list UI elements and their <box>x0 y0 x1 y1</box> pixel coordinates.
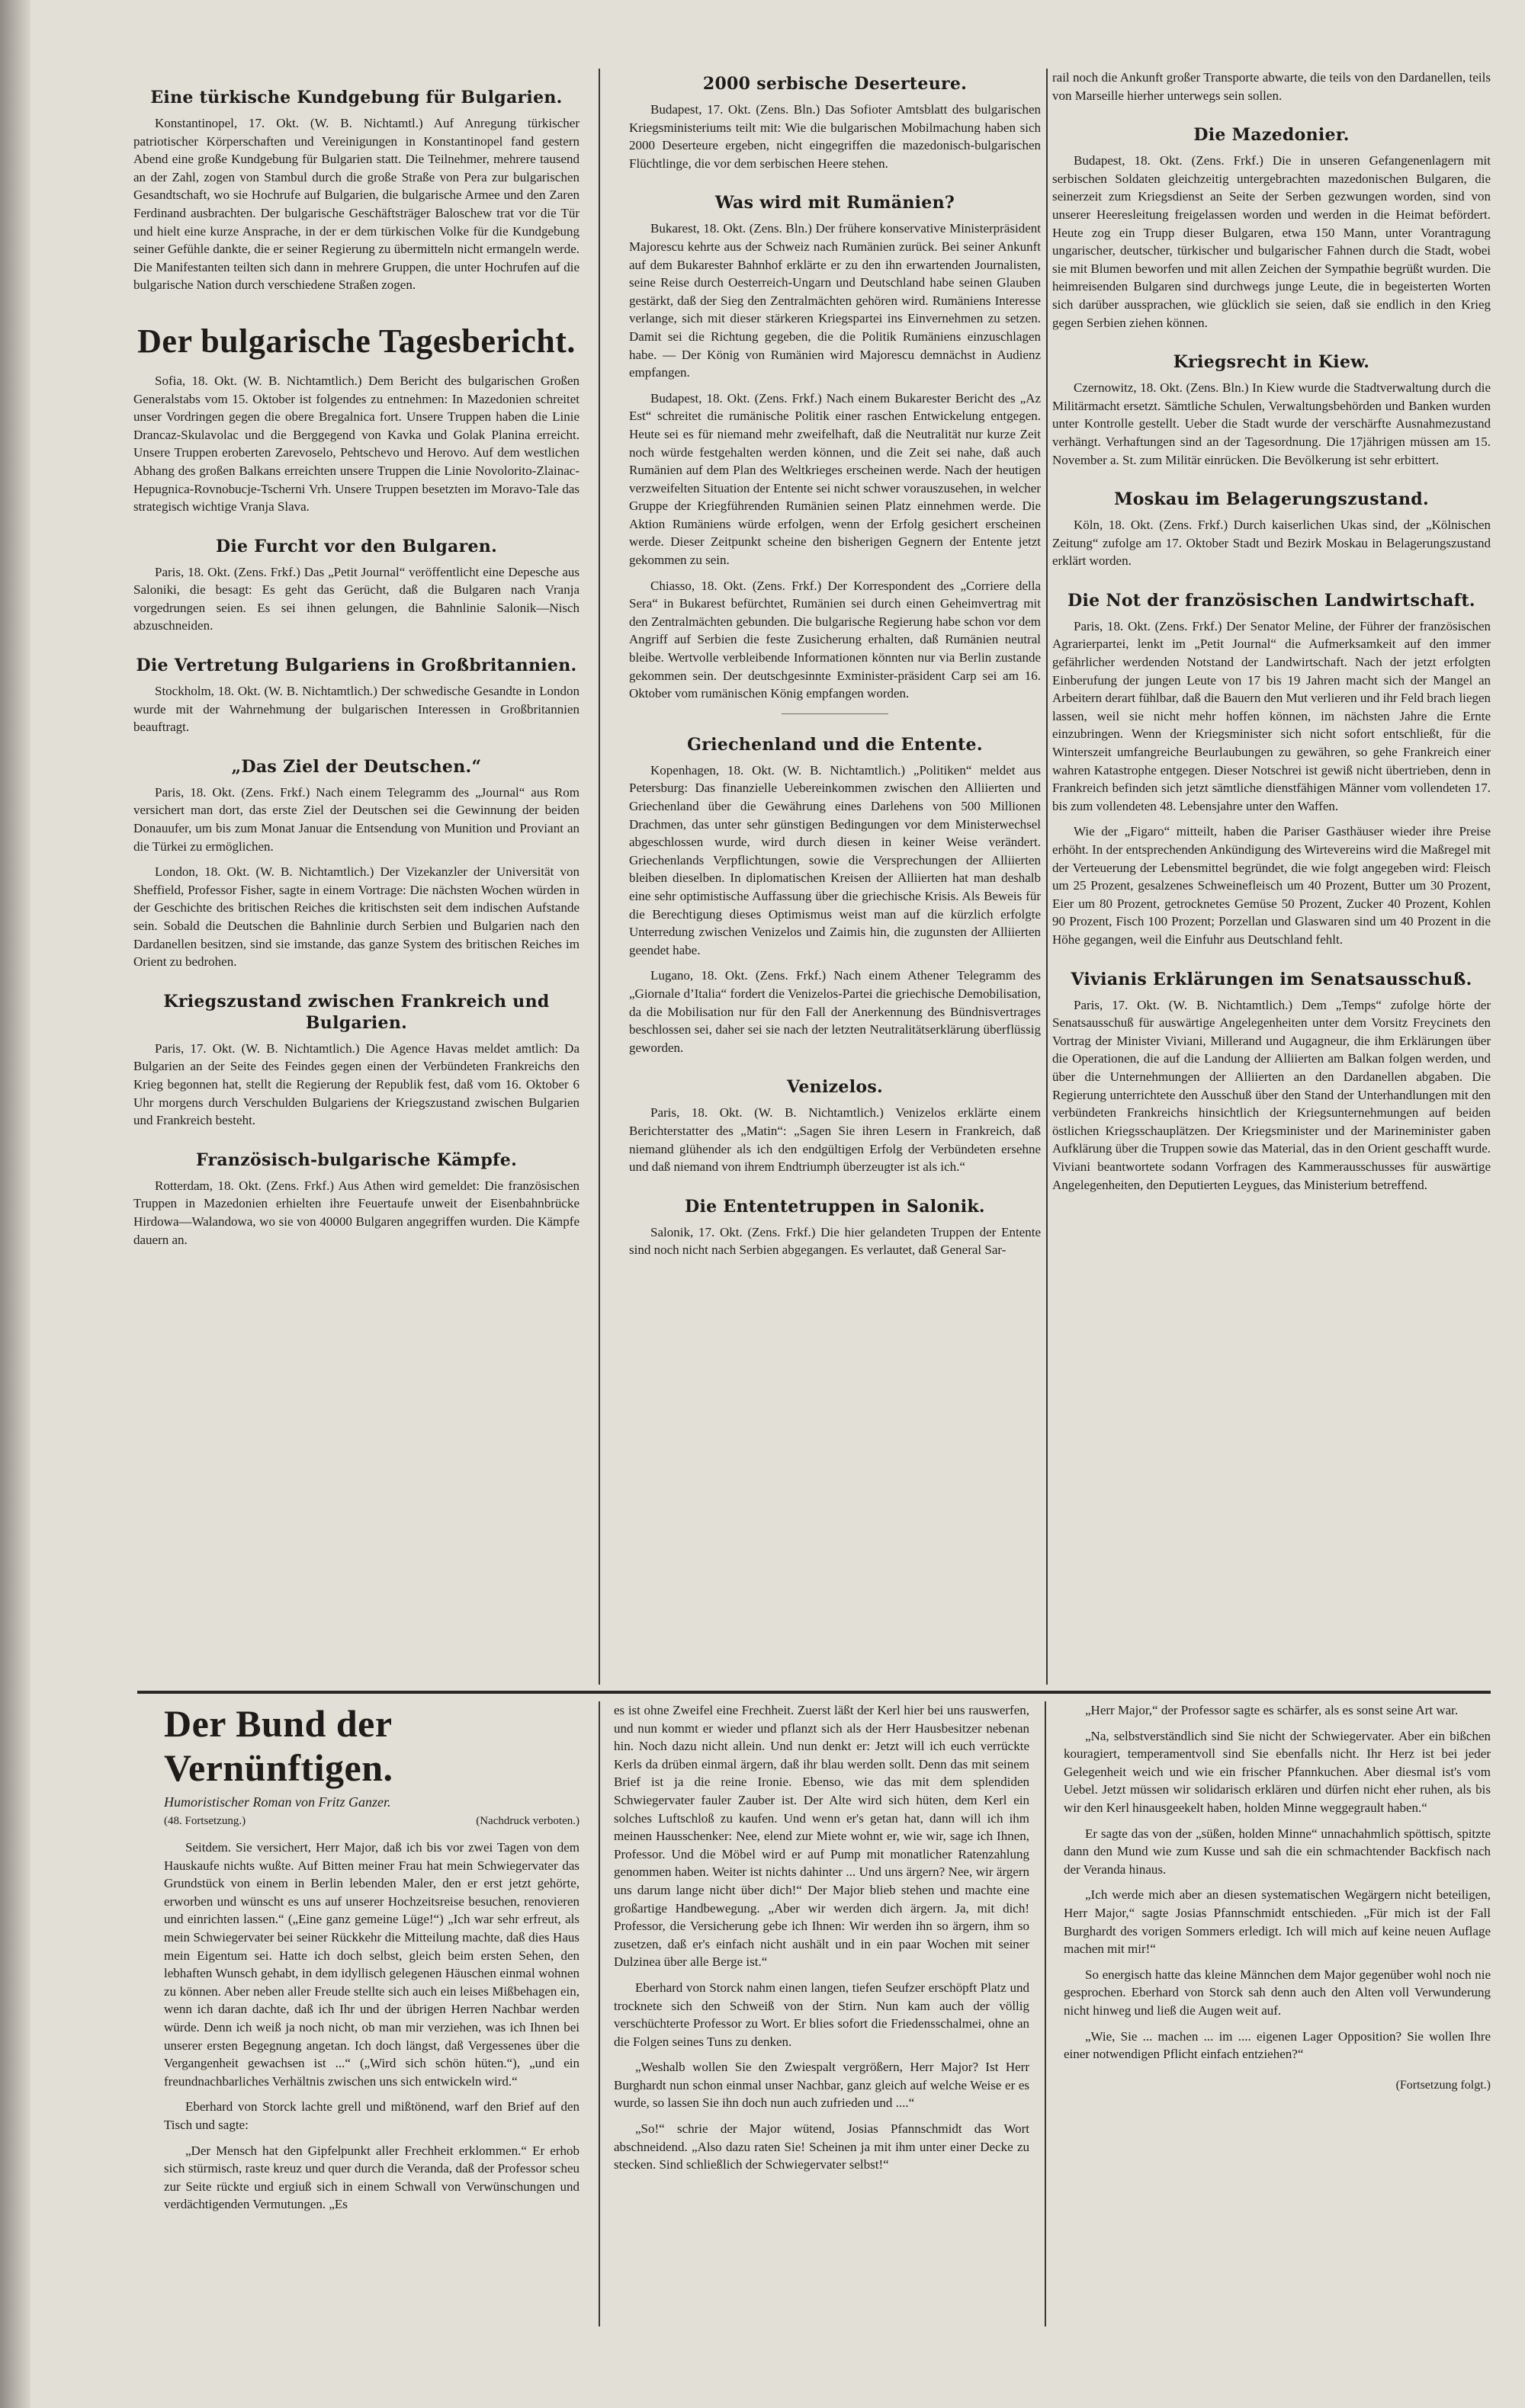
news-column-3 <box>1052 69 1491 1688</box>
column-rule <box>1046 69 1048 1685</box>
serial-paragraph: Eberhard von Storck nahm einen langen, tiefen Seufzer erschöpft Platz und trocknete sich den Schweiß von der Stirn. Nun kam auch der völlig verschüchterte Professor zu Wort. Er blies sofort die Friedensschalmei, ohne an die Folgen seines Tuns zu denken. <box>614 1980 1029 2049</box>
serial-paragraph: „Na, selbstverständlich sind Sie nicht der Schwiegervater. Aber ein bißchen kouragiert, temperamentvoll sind Sie ebenfalls nicht. Ihr Herz ist bei jeder Gelegenheit weich und wie ein frischer Pfannkuchen. Aber diesmal ist's vom Uebel. Jetzt müssen wir solidarisch erklären und dürfen nicht eher ruhen, als bis wir den Kerl hinausgeekelt haben, holden Minne weggegrault haben.“ <box>1064 1728 1491 1815</box>
to-be-continued: (Fortsetzung folgt.) <box>1395 2078 1491 2092</box>
article-heading: Die Not der französischen Landwirtschaft. <box>1068 590 1475 611</box>
feuilleton-divider <box>137 1691 1491 1694</box>
article-heading: Griechenland und die Entente. <box>687 734 983 755</box>
serial-subtitle: Humoristischer Roman von Fritz Ganzer. <box>164 1794 391 1810</box>
article-paragraph: Rotterdam, 18. Okt. (Zens. Frkf.) Aus Athen wird gemeldet: Die französischen Truppen in Mazedonien erhielten ihre Feuertaufe unweit der Eisenbahnbrücke Hirdowa—Walandowa, wo sie von 40000 Bulgaren angegriffen wurden. Die Kämpfe dauern an. <box>133 1178 580 1247</box>
column-rule <box>599 1701 600 2326</box>
article-paragraph: Budapest, 18. Okt. (Zens. Frkf.) Die in unseren Gefangenenlagern mit serbischen Soldaten gleichzeitig untergebrachten mazedonischen Bulgaren, die seinerzeit zum Kriegsdienst an Seite der Serben gezwungen worden, sind von unserer Heeresleitung freigelassen worden und werden in die Heimat befördert. Heute zog ein Trupp dieser Bulgaren, etwa 150 Mann, unter Vorantragung ungarischer, deutscher, türkischer und bulgarischer Fahnen durch die Stadt, wobei sie mit Blumen beworfen und mit allen Zeichen der Sympathie begrüßt wurden. Die heimreisenden Bulgaren sind durchwegs junge Leute, die in begeisterten Worten sich darüber aussprachen, wie glücklich sie seien, daß sie endlich in den Krieg gegen Serbien ziehen können. <box>1052 153 1491 330</box>
feuilleton-column-c <box>1064 1701 1491 2326</box>
article-heading: Kriegszustand zwischen Frankreich und Bulgarien. <box>163 991 550 1033</box>
serial-meta <box>164 1815 580 1828</box>
serial-paragraph: es ist ohne Zweifel eine Frechheit. Zuerst läßt der Kerl hier bei uns rauswerfen, und nun kommt er wieder und pflanzt sich als der Herr Hausbesitzer nebenan hin. Noch dazu nicht allein. Und nun denkt er: Jetzt will ich euch verrückte Kerls da drüben einmal ärgern, daß ihr blau werden sollt. Denn das mit seinem Brief ist ja die reine Ironie. Ebenso, wie das mit dem splendiden Schwiegervater fauler Zauber ist. Der Alte wird sich hüten, dem Kerl ein solches Luftschloß zu kaufen. Und wenn er's getan hat, dann will ich ihm meinen Hausschenker: Nee, elend zur Miete wohnt er, wie wir, sage ich Ihnen, Professor. Und die Möbel wird er auf Pump mit monatlicher Ratenzahlung genommen haben. Weiter ist nichts dahinter ... Und uns ärgern? Nee, wir ärgern uns darum lange nicht über dich!“ Der Major blieb stehen und machte eine großartige Handbewegung. „Aber wir werden dich ärgern. Ja, mit dich! Professor, die Versicherung gebe ich Ihnen: Wir werden ihn so ärgern, ihm so zusetzen, daß er's einfach nicht aushält und in ein paar Wochen mit seiner Dulzinea über alle Berge ist.“ <box>614 1703 1029 1970</box>
article-paragraph: Kopenhagen, 18. Okt. (W. B. Nichtamtlich.) „Politiken“ meldet aus Petersburg: Das finanzielle Uebereinkommen zwischen den Alliierten und Griechenland über die Gewährung eines Darlehens von 500 Millionen Drachmen, das unter sehr günstigen Bedingungen vor dem Ministerwechsel abgeschlossen wurde, wird durch diesen in keiner Weise verändert. Griechenlands Verpflichtungen, sowie die Versprechungen der Alliierten bleiben dieselben. In diplomatischen Kreisen der Alliierten hat man deshalb eine sehr optimistische Auffassung über die griechische Krisis. Als Beweis für die Berechtigung dieses Optimismus weist man auf die kürzlich erfolgte Unterredung zwischen Venizelos und Zaimis hin, die zugunsten der Alliierten geendet habe. <box>629 762 1041 957</box>
article-paragraph: Chiasso, 18. Okt. (Zens. Frkf.) Der Korrespondent des „Corriere della Sera“ in Bukarest befürchtet, Rumänien sei durch einen Geheimvertrag mit den Zentralmächten gebunden. Die bulgarische Regierung habe schon vor dem Angriff auf Serbien die feste Zusicherung erhalten, daß Rumänien neutral bleibe. Wertvolle verbleibende Informationen könnten nur via Berlin zustande gekommen sein. Der deutschgesinnte Exminister-präsident Carp sei am 16. Oktober vom rumänischen König empfangen worden. <box>629 578 1041 701</box>
feuilleton-column-a <box>164 1701 580 2326</box>
serial-paragraph: „Ich werde mich aber an diesen systematischen Wegärgern nicht beteiligen, Herr Major,“ sagte Josias Pfannschmidt entschieden. „Für mich ist der Fall Burghardt des vorigen Sommers erledigt. Ich will mich auf keine neuen Auflage machen mit mir!“ <box>1064 1887 1491 1957</box>
article-paragraph: Paris, 17. Okt. (W. B. Nichtamtlich.) Die Agence Havas meldet amtlich: Da Bulgarien an der Seite des Feindes gegen einen der Verbündeten Frankreichs den Krieg begonnen hat, stellt die Regierung der Republik fest, daß vom 16. Oktober 6 Uhr morgens durch Verschulden Bulgariens der Kriegszustand zwischen Bulgarien und Frankreich besteht. <box>133 1040 580 1128</box>
article-heading: Französisch-bulgarische Kämpfe. <box>195 1149 518 1170</box>
article-heading: Die Vertretung Bulgariens in Großbritannien. <box>136 656 577 676</box>
serial-paragraph: „Weshalb wollen Sie den Zwiespalt vergrößern, Herr Major? Ist Herr Burghardt nun schon einmal unser Nachbar, ganz gleich auf welche Weise er es wurde, so lassen Sie ihn doch nun auch zufrieden und ....“ <box>614 2060 1029 2111</box>
reprint-notice: (Nachdruck verboten.) <box>476 1815 580 1827</box>
serial-title: Der Bund der Vernünftigen. <box>164 1702 393 1789</box>
column-rule <box>599 69 600 1685</box>
serial-paragraph: Seitdem. Sie versichert, Herr Major, daß ich bis vor zwei Tagen von dem Hauskaufe nichts wußte. Auf Bitten meiner Frau hat mein Schwiegervater das Grundstück von einem in Berlin lebenden Maler, den er erst jetzt gehörte, erworben und wünscht es uns auf unserer Hochzeitsreise besuchen, renovieren und einrichten lassen.“ („Eine ganz gemeine Lüge!“) „Ich war sehr erfreut, als mein Schwiegervater bei seiner Rückkehr die Mitteilung machte, daß dies Haus mein Eigentum sei. Hatte ich doch selbst, gleich beim ersten Sehen, den lebhaften Wunsch gehabt, in dem idyllisch gelegenen Häuschen einmal wohnen zu können. Aber neben aller Freude stellte sich auch ein leises Mißbehagen ein, wenn ich daran dachte, daß ich Ihr und der übrigen Herren Nachbar werden würde. Denn ich weiß ja noch nicht, ob man mir verziehen, was ich Ihnen bei unserer ersten Begegnung angetan. Ich doch längst, daß Vergessenes über die Vergangenheit gewachsen ist ...“ („Wird sich schön hüten.“), „und ein freundnachbarliches Verhältnis zwischen uns sich entwickeln wird.“ <box>164 1840 580 2089</box>
section-heading-tagesbericht: Der bulgarische Tagesbericht. <box>137 322 576 360</box>
page-binding-shadow <box>0 0 30 2408</box>
news-column-1 <box>133 82 580 1683</box>
article-heading: Venizelos. <box>787 1077 883 1098</box>
serial-paragraph: „Herr Major,“ der Professor sagte es schärfer, als es sonst seine Art war. <box>1085 1703 1459 1717</box>
article-heading: Die Mazedonier. <box>1193 125 1350 146</box>
article-heading: 2000 serbische Deserteure. <box>702 74 968 94</box>
article-heading: Die Ententetruppen in Salonik. <box>685 1196 985 1217</box>
article-paragraph: Paris, 18. Okt. (Zens. Frkf.) Nach einem Telegramm des „Journal“ aus Rom versichert man dort, das erste Ziel der Deutschen sei die Gewinnung der beiden Donauufer, um bis zum Monat Januar die Entsendung von Munition und Proviant an die Türkei zu ermöglichen. <box>133 784 580 854</box>
article-paragraph: Lugano, 18. Okt. (Zens. Frkf.) Nach einem Athener Telegramm des „Giornale d’Italia“ fordert die Venizelos-Partei die griechische Demobilisation, da die Mobilisation nur für den Fall der Anerkennung des Bündnisvertrages beschlossen sei, daher sei sie nach der letzten Neutralitätserklärung überflüssig geworden. <box>629 968 1041 1055</box>
serial-part: (48. Fortsetzung.) <box>164 1815 246 1827</box>
serial-paragraph: „Der Mensch hat den Gipfelpunkt aller Frechheit erklommen.“ Er erhob sich stürmisch, raste kreuz und quer durch die Veranda, daß der Professor scheu zur Seite rückte und ergiuß sich in einem Schwall von Verwünschungen und verdächtigenden Vermutungen. „Es <box>164 2143 580 2212</box>
article-heading: Was wird mit Rumänien? <box>714 193 955 213</box>
article-heading: Die Furcht vor den Bulgaren. <box>215 536 498 556</box>
serial-paragraph: Eberhard von Storck lachte grell und mißtönend, warf den Brief auf den Tisch und sagte: <box>164 2099 580 2132</box>
article-heading: Moskau im Belagerungszustand. <box>1114 489 1429 510</box>
serial-paragraph: Er sagte das von der „süßen, holden Minne“ unnachahmlich spöttisch, spitzte dann den Mund wie zum Kusse und sah die ein schmachtender Backfisch nach der Veranda hinaus. <box>1064 1826 1491 1877</box>
serial-paragraph: „So!“ schrie der Major wütend, Josias Pfannschmidt das Wort abschneidend. „Also dazu raten Sie! Scheinen ja mit ihm unter einer Decke zu stecken. Sind schließlich der Schwiegervater selbst!“ <box>614 2121 1029 2172</box>
article-paragraph: Salonik, 17. Okt. (Zens. Frkf.) Die hier gelandeten Truppen der Entente sind noch nicht nach Serbien abgegangen. Es verlautet, daß General Sar- <box>629 1224 1041 1258</box>
article-heading: Eine türkische Kundgebung für Bulgarien. <box>150 88 563 107</box>
serial-paragraph: So energisch hatte das kleine Männchen dem Major gegenüber wohl noch nie gesprochen. Eberhard von Storck sah denn auch den Alten voll Verwunderung nicht hinweg und ließ die Augen weit auf. <box>1064 1967 1491 2018</box>
article-paragraph: Czernowitz, 18. Okt. (Zens. Bln.) In Kiew wurde die Stadtverwaltung durch die Militärmacht ersetzt. Sämtliche Schulen, Verwaltungsbehörden und Banken wurden unter Kontrolle gestellt. Ueber die Stadt wurde der verschärfte Ausnahmezustand verhängt. Verhaftungen sind an der Tagesordnung. Die 17jährigen müssen am 15. November a. St. zum Militär einrücken. Die Bevölkerung ist sehr erbittert. <box>1052 380 1491 467</box>
article-paragraph: Paris, 18. Okt. (Zens. Frkf.) Das „Petit Journal“ veröffentlicht eine Depesche aus Saloniki, die besagt: Es geht das Gerücht, daß die Bulgaren nach Vranja vorgedrungen seien. Es sei ihnen gelungen, die Bahnlinie Salonik—Nisch abzuschneiden. <box>133 564 580 633</box>
article-paragraph: rail noch die Ankunft großer Transporte abwarte, die teils von den Dardanellen, teils von Marseille hierher unterwegs sein sollen. <box>1052 70 1491 103</box>
article-paragraph: Paris, 18. Okt. (Zens. Frkf.) Der Senator Meline, der Führer der französischen Agrarierpartei, lenkt im „Petit Journal“ die Aufmerksamkeit auf den immer gefährlicher werdenden Notstand der Landwirtschaft. Nach der jetzt erfolgten Einberufung der jungen Leute von 17 bis 19 Jahren macht sich der Mangel an Arbeitern derart fühlbar, daß die Bauern den Mut verlieren und ihr Feld brach liegen lassen, weil sie nicht mehr hoffen können, im nächsten Jahre die Ernte einzubringen. Wenn der Kriegsminister sich nicht sofort entschließt, für die Winterszeit umfangreiche Beurlaubungen zu gewähren, so gehe Frankreich einer wahren Katastrophe entgegen. Dieser Notschrei ist gewiß nicht übertrieben, denn in Frankreich befinden sich jetzt sämtliche dienstfähigen Männer vom vollendeten 17. bis zum vollendeten 48. Lebensjahre unter den Waffen. <box>1052 618 1491 813</box>
article-paragraph: Stockholm, 18. Okt. (W. B. Nichtamtlich.) Der schwedische Gesandte in London wurde mit der Wahrnehmung der bulgarischen Interessen in Großbritannien beauftragt. <box>133 684 580 735</box>
separator-rule <box>782 713 888 714</box>
article-paragraph: Budapest, 17. Okt. (Zens. Bln.) Das Sofioter Amtsblatt des bulgarischen Kriegsministeriums teilt mit: Wie die bulgarischen Mobilmachung haben sich 2000 Deserteure ergeben, nicht eingegriffen die mazedonisch-bulgarischen Flüchtlinge, die vor dem serbischen Heere stehen. <box>629 102 1041 171</box>
article-paragraph: Wie der „Figaro“ mitteilt, haben die Pariser Gasthäuser wieder ihre Preise erhöht. In der entsprechenden Ankündigung des Wirtevereins wird die Maßregel mit der Verteuerung der Lebensmittel begründet, die wie folgt angegeben wird: Fleisch um 25 Prozent, gesalzenes Schweinefleisch um 40 Prozent, Butter um 30 Prozent, Eier um 80 Prozent, getrocknetes Gemüse 50 Prozent, Zucker 40 Prozent, Kohlen 90 Prozent, Fisch 100 Prozent; Porzellan und Glaswaren sind um 40 Prozent in die Höhe gegangen, weil die Einfuhr aus Deutschland fehlt. <box>1052 824 1491 947</box>
article-paragraph: Köln, 18. Okt. (Zens. Frkf.) Durch kaiserlichen Ukas sind, der „Kölnischen Zeitung“ zufolge am 17. Oktober Stadt und Bezirk Moskau in Belagerungszustand erklärt worden. <box>1052 518 1491 569</box>
article-paragraph: Paris, 17. Okt. (W. B. Nichtamtlich.) Dem „Temps“ zufolge hörte der Senatsausschuß für auswärtige Angelegenheiten unter dem Vorsitz Freycinets den Vortrag der Minister Viviani, Millerand und Augagneur, die ihm Erklärungen über die Operationen, die auf die Landung der Alliierten am Balkan folgen werden, und über die Unternehmungen der Alliierten an den Dardanellen abgaben. Die Regierung unterrichtete den Ausschuß über den Stand der Unterhandlungen mit den verbündeten Frankreichs hinsichtlich der Kriegsunternehmungen auf beiden östlichen Kriegsschauplätzen. Der Kriegsminister und der Marineminister gaben Aufklärung über die Truppen sowie das Material, das in den Orient geschafft wurde. Viviani beantwortete sodann Vorfragen des Kammerausschusses für auswärtige Angelegenheiten, den Deputierten Leygues, das Ministerium betreffend. <box>1052 997 1491 1192</box>
serial-paragraph: „Wie, Sie ... machen ... im .... eigenen Lager Opposition? Sie wollen Ihre einer notwendigen Pflicht einfach entziehen?“ <box>1064 2028 1491 2062</box>
article-heading: „Das Ziel der Deutschen.“ <box>231 756 482 777</box>
news-column-2 <box>629 69 1041 1688</box>
article-paragraph: Paris, 18. Okt. (W. B. Nichtamtlich.) Venizelos erklärte einem Berichterstatter des „Matin“: „Sagen Sie ihren Lesern in Frankreich, daß niemand glühender als ich den endgültigen Erfolg der Verbündeten ersehne und daß niemand von ihrem Endtriumph überzeugter ist als ich.“ <box>629 1105 1041 1175</box>
article-paragraph: Budapest, 18. Okt. (Zens. Frkf.) Nach einem Bukarester Bericht des „Az Est“ schreitet die rumänische Politik einer raschen Entwickelung entgegen. Heute sei es für niemand mehr zweifelhaft, daß die Neutralität nur kurze Zeit noch würde festgehalten werden können, und die Zeit sei nahe, daß auch Rumänien auf dem Plan des Weltkrieges erscheinen werde. Nach der heutigen verzweifelten Situation der Entente sei nicht schwer vorauszusehen, in welcher Gruppe der Kriegführenden Rumänien seinen Platz einnehmen werde. Die Aktion Rumäniens würde erfolgen, wenn der Erfolg gesichert erscheinen werde. Dieser Zeitpunkt scheine den bisherigen Gegnern der Entente jetzt gekommen zu sein. <box>629 390 1041 568</box>
feuilleton-column-b <box>614 1701 1029 2326</box>
column-rule <box>1045 1701 1046 2326</box>
article-heading: Vivianis Erklärungen im Senatsausschuß. <box>1071 969 1472 989</box>
article-heading: Kriegsrecht in Kiew. <box>1173 352 1370 373</box>
article-paragraph: Sofia, 18. Okt. (W. B. Nichtamtlich.) Dem Bericht des bulgarischen Großen Generalstabs vom 15. Oktober ist folgendes zu entnehmen: In Mazedonien schreitet unser Vordringen gegen die obere Bregalnica fort. Unsere Truppen haben die Linie Drancaz-Skulavolac und die Berggegend von Kavka und Golak Planina erreicht. Unsere Truppen eroberten Zarevoselo, Pehtschevo und Herovo. Auf dem westlichen Abhang des großen Balkans erreichten unsere Truppen die Linie Novolorito-Zlainac-Hepugnica-Rovnobucje-Tscherni Vrh. Unsere Truppen besetzten im Moravo-Tale das strategisch wichtige Vranja Slava. <box>133 373 580 515</box>
article-paragraph: London, 18. Okt. (W. B. Nichtamtlich.) Der Vizekanzler der Universität von Sheffield, Professor Fisher, sagte in einem Vortrage: Die nächsten Wochen würden in der Geschichte des britischen Reiches die kritischsten seit dem indischen Aufstande sein. Sobald die Deutschen die Bahnlinie durch Serbien und Bulgarien nach den Dardanellen besitzen, sind sie imstande, das ganze System des britischen Reiches im Orient zu bedrohen. <box>133 864 580 970</box>
article-paragraph: Konstantinopel, 17. Okt. (W. B. Nichtamtl.) Auf Anregung türkischer patriotischer Körperschaften und Vereinigungen in Konstantinopel fand gestern Abend eine große Kundgebung für Bulgarien statt. Die Teilnehmer, mehrere tausend an der Zahl, zogen von Stambul durch die große Straße von Pera zur bulgarischen Gesandtschaft, wo sie Hochrufe auf Bulgarien, die bulgarische Armee und den Zaren Ferdinand ausbrachten. Der bulgarische Geschäftsträger Baloschew trat vor die Tür und hielt eine kurze Ansprache, in der er dem türkischen Volke für die Kundgebung seiner Gefühle dankte, die er seiner Regierung zu übermitteln nicht ermangeln werde. Die Manifestanten teilten sich dann in mehrere Gruppen, die unter Hochrufen auf die bulgarische Nation durch verschiedene Straßen zogen. <box>133 116 580 293</box>
article-paragraph: Bukarest, 18. Okt. (Zens. Bln.) Der frühere konservative Ministerpräsident Majorescu kehrte aus der Schweiz nach Rumänien zurück. Bei seiner Ankunft auf dem Bukarester Bahnhof erklärte er zu den ihn erwartenden Journalisten, seine Reise durch Oesterreich-Ungarn und Deutschland habe seinen Glauben gestärkt, daß der Sieg den Zentralmächten gehören wird. Rumäniens Interesse verlange, sich mit dieser stärkeren Kriegspartei ins Einvernehmen zu setzen. Damit sei die Richtung gegeben, die die Politik Rumäniens einzuschlagen habe. — Der König von Rumänien wird Majorescu demnächst in Audienz empfangen. <box>629 221 1041 380</box>
